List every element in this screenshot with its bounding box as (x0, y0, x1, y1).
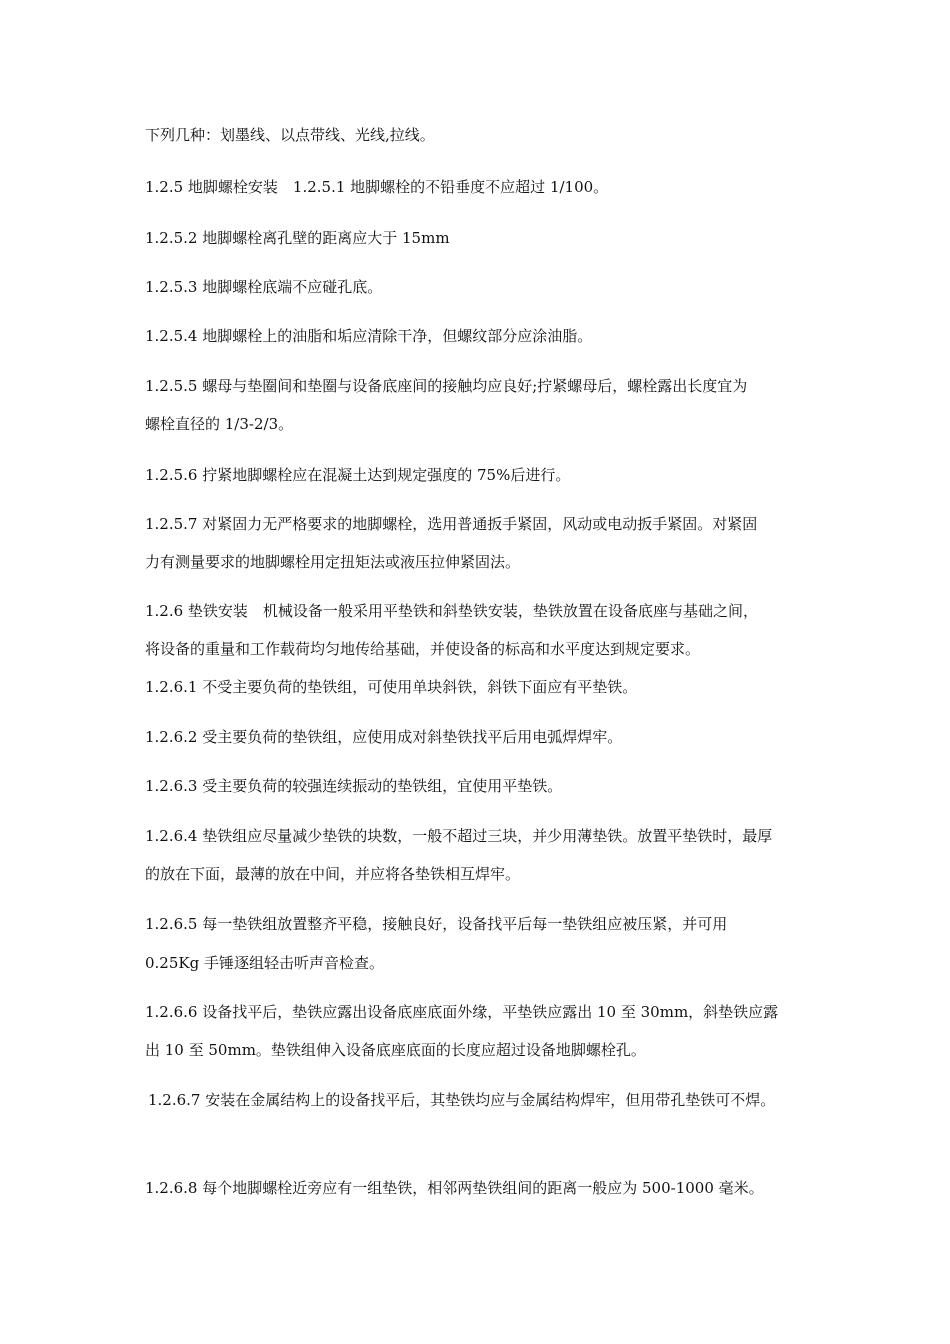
text-line-9: 1.2.5.7 对紧固力无严格要求的地脚螺栓，选用普通扳手紧固，风动或电动扳手紧固。对紧固 (145, 515, 758, 533)
text-line-6: 1.2.5.5 螺母与垫圈间和垫圈与设备底座间的接触均应良好;拧紧螺母后，螺栓露出长度宜为 (145, 377, 748, 395)
text-line-11: 1.2.6 垫铁安装 机械设备一般采用平垫铁和斜垫铁安装，垫铁放置在设备底座与基础之间， (145, 602, 758, 620)
text-line-13: 1.2.6.1 不受主要负荷的垫铁组，可使用单块斜铁，斜铁下面应有平垫铁。 (145, 678, 638, 696)
text-line-17: 的放在下面，最薄的放在中间，并应将各垫铁相互焊牢。 (145, 865, 521, 883)
text-line-21: 出 10 至 50mm。垫铁组伸入设备底座底面的长度应超过设备地脚螺栓孔。 (145, 1041, 646, 1059)
text-line-3: 1.2.5.2 地脚螺栓离孔壁的距离应大于 15mm (145, 229, 450, 247)
text-line-5: 1.2.5.4 地脚螺栓上的油脂和垢应清除干净，但螺纹部分应涂油脂。 (145, 327, 593, 345)
text-line-23: 1.2.6.8 每个地脚螺栓近旁应有一组垫铁，相邻两垫铁组间的距离一般应为 500-1000 毫米。 (145, 1179, 764, 1197)
text-line-4: 1.2.5.3 地脚螺栓底端不应碰孔底。 (145, 278, 383, 296)
text-line-2: 1.2.5 地脚螺栓安装 1.2.5.1 地脚螺栓的不铅垂度不应超过 1/100。 (145, 178, 609, 196)
text-line-19: 0.25Kg 手锤逐组轻击听声音检查。 (145, 954, 384, 972)
text-line-8: 1.2.5.6 拧紧地脚螺栓应在混凝土达到规定强度的 75%后进行。 (145, 466, 571, 484)
text-line-14: 1.2.6.2 受主要负荷的垫铁组，应使用成对斜垫铁找平后用电弧焊焊牢。 (145, 728, 623, 746)
text-line-22: 1.2.6.7 安装在金属结构上的设备找平后，其垫铁均应与金属结构焊牢，但用带孔垫铁可不焊。 (148, 1091, 776, 1109)
text-line-12: 将设备的重量和工作载荷均匀地传给基础，并使设备的标高和水平度达到规定要求。 (145, 640, 701, 658)
text-line-18: 1.2.6.5 每一垫铁组放置整齐平稳，接触良好，设备找平后每一垫铁组应被压紧，并可用 (145, 915, 728, 933)
text-line-16: 1.2.6.4 垫铁组应尽量减少垫铁的块数，一般不超过三块，并少用薄垫铁。放置平垫铁时，最厚 (145, 827, 773, 845)
text-line-15: 1.2.6.3 受主要负荷的较强连续振动的垫铁组，宜使用平垫铁。 (145, 777, 563, 795)
text-line-10: 力有测量要求的地脚螺栓用定扭矩法或液压拉伸紧固法。 (145, 553, 521, 571)
text-line-7: 螺栓直径的 1/3-2/3。 (145, 415, 294, 433)
text-line-20: 1.2.6.6 设备找平后，垫铁应露出设备底座底面外缘，平垫铁应露出 10 至 30mm，斜垫铁应露 (145, 1003, 779, 1021)
text-line-1: 下列几种：划墨线、以点带线、光线,拉线。 (145, 126, 435, 144)
